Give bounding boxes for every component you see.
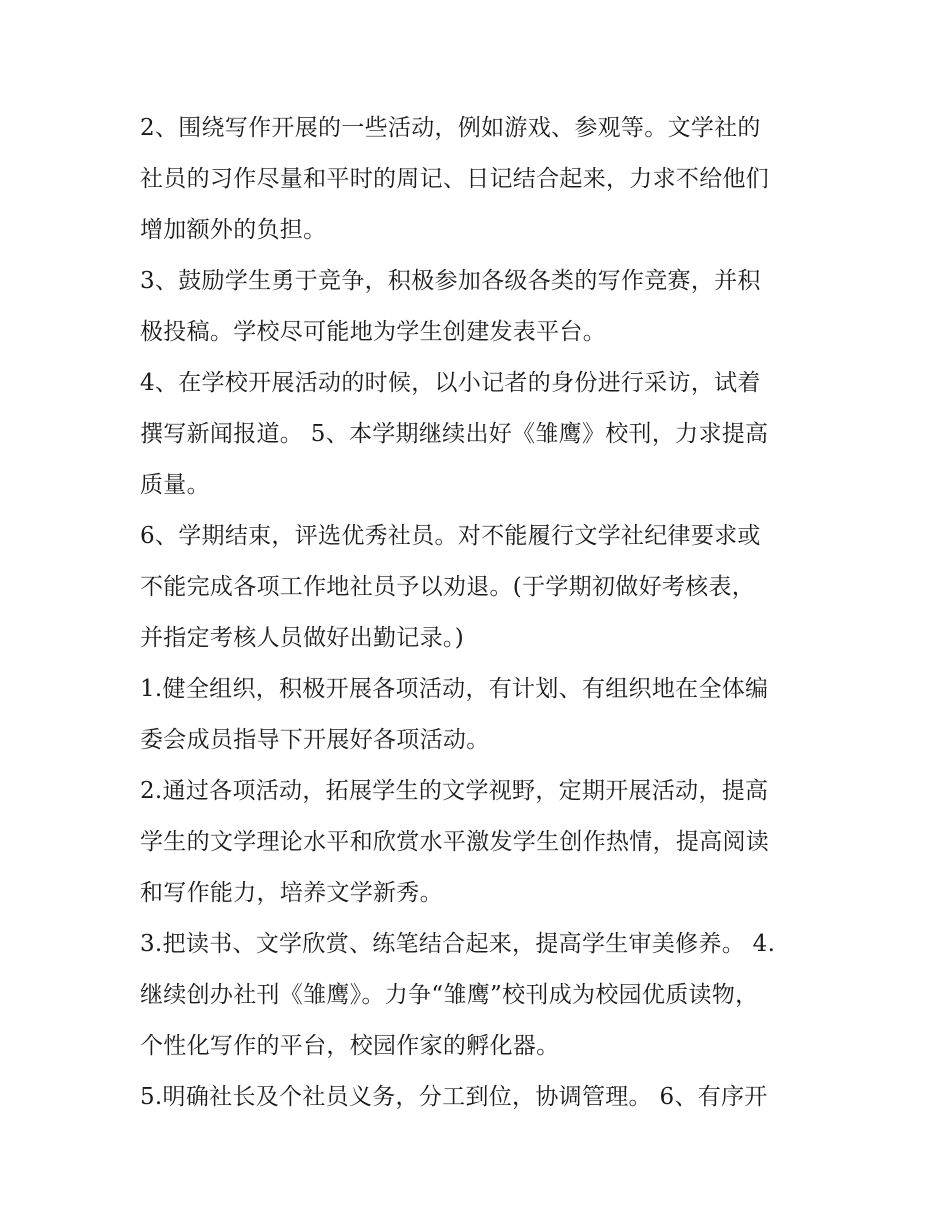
text-line: 3.把读书、文学欣赏、练笔结合起来，提高学生审美修养。 4.	[140, 931, 776, 957]
text-line: 5.明确社长及个社员义务，分工到位，协调管理。 6、有序开	[140, 1084, 768, 1110]
document-page	[140, 103, 820, 1123]
text-line: 3、鼓励学生勇于竞争，积极参加各级各类的写作竞赛，并积	[140, 268, 761, 294]
text-line: 4、在学校开展活动的时候，以小记者的身份进行采访，试着	[140, 370, 761, 396]
text-line: 撰写新闻报道。 5、本学期继续出好《雏鹰》校刊，力求提高	[140, 421, 769, 447]
text-line: 社员的习作尽量和平时的周记、日记结合起来，力求不给他们	[140, 166, 770, 192]
text-line: 2、围绕写作开展的一些活动，例如游戏、参观等。文学社的	[140, 115, 761, 141]
text-line: 2.通过各项活动，拓展学生的文学视野，定期开展活动，提高	[140, 778, 769, 804]
text-line: 质量。	[140, 472, 210, 498]
text-line: 极投稿。学校尽可能地为学生创建发表平台。	[140, 319, 606, 345]
text-line: 学生的文学理论水平和欣赏水平激发学生创作热情，提高阅读	[140, 829, 770, 855]
text-line: 1.健全组织，积极开展各项活动，有计划、有组织地在全体编	[140, 676, 769, 702]
text-line: 继续创办社刊《雏鹰》。力争“雏鹰”校刊成为校园优质读物，	[140, 982, 759, 1008]
text-line: 增加额外的负担。	[140, 217, 327, 243]
text-line: 委会成员指导下开展好各项活动。	[140, 727, 490, 753]
text-line: 不能完成各项工作地社员予以劝退。(于学期初做好考核表，	[140, 574, 756, 600]
text-line: 6、学期结束，评选优秀社员。对不能履行文学社纪律要求或	[140, 523, 761, 549]
text-line: 和写作能力，培养文学新秀。	[140, 880, 443, 906]
text-line: 并指定考核人员做好出勤记录。)	[140, 625, 464, 651]
text-line: 个性化写作的平台，校园作家的孵化器。	[140, 1033, 560, 1059]
